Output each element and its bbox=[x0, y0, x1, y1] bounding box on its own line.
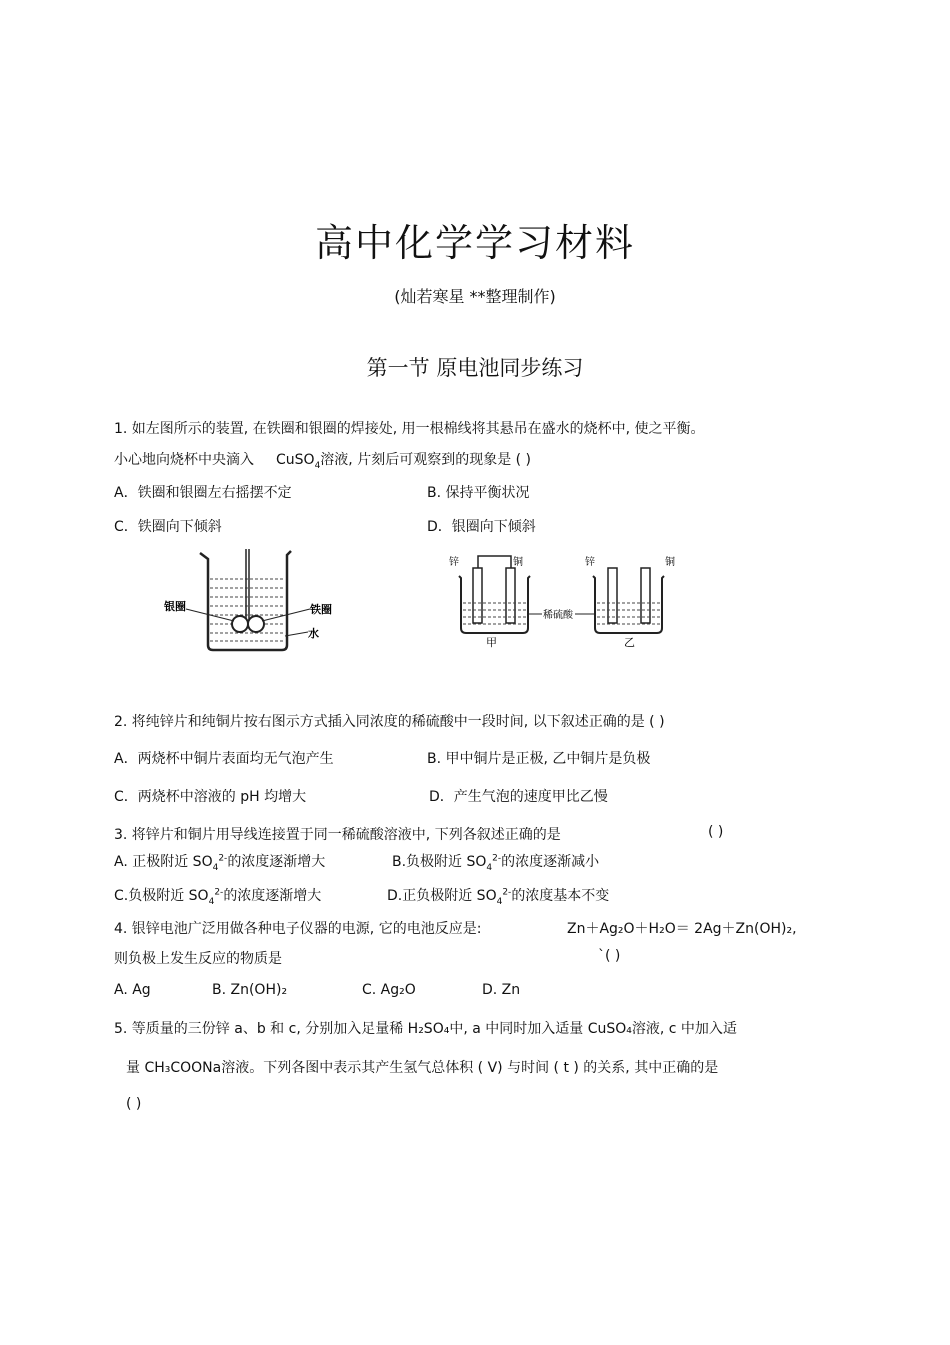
q3-stem: 3. 将锌片和铜片用导线连接置于同一稀硫酸溶液中, 下列各叙述正确的是 bbox=[114, 827, 561, 843]
jia-zinc-label: 锌 bbox=[449, 557, 459, 568]
q3-option-a: A. 正极附近 $SO_4^{2-}$的浓度逐渐增大 bbox=[114, 853, 326, 873]
q4-option-c: C. Ag₂O bbox=[362, 982, 416, 998]
yi-zinc-label: 锌 bbox=[585, 557, 595, 568]
q2-stem: 2. 将纯锌片和纯铜片按右图示方式插入同浓度的稀硫酸中一段时间, 以下叙述正确的是 ( ) bbox=[114, 714, 665, 730]
yi-label: 乙 bbox=[624, 636, 635, 648]
q3-answer-paren: ( ) bbox=[708, 824, 724, 840]
q4-option-d: D. Zn bbox=[482, 982, 521, 998]
q1-option-b: B. 保持平衡状况 bbox=[427, 485, 530, 501]
q4-stem-line2: 则负极上发生反应的物质是 bbox=[114, 951, 282, 967]
q4-reaction: Zn＋Ag₂O＋H₂O＝ 2Ag＋Zn(OH)₂, bbox=[567, 921, 797, 937]
cells-figure bbox=[445, 548, 690, 648]
q5-stem-line2: 量 CH₃COONa溶液。下列各图中表示其产生氢气总体积 ( V) 与时间 ( t ) 的关系, 其中正确的是 bbox=[126, 1060, 719, 1076]
yi-copper-label: 铜 bbox=[665, 557, 675, 568]
q1-option-c: C．铁圈向下倾斜 bbox=[114, 519, 222, 535]
q3-option-d: D.正负极附近 $SO_4^{2-}$的浓度基本不变 bbox=[387, 887, 610, 907]
q4-stem: 4. 银锌电池广泛用做各种电子仪器的电源, 它的电池反应是: bbox=[114, 921, 482, 937]
q4-option-a: A. Ag bbox=[114, 982, 151, 998]
q5-stem-line1: 5. 等质量的三份锌 a、b 和 c, 分别加入足量稀 H₂SO₄中, a 中同时加入适量 CuSO₄溶液, c 中加入适 bbox=[114, 1021, 737, 1037]
q1-stem-line2: 小心地向烧杯中央滴入 CuSO$_4$溶液, 片刻后可观察到的现象是 ( ) bbox=[114, 452, 532, 471]
q4-answer-paren: `( ) bbox=[598, 948, 621, 964]
jia-copper-label: 铜 bbox=[513, 557, 523, 568]
q3-option-c: C.负极附近 $SO_4^{2-}$的浓度逐渐增大 bbox=[114, 887, 322, 907]
q5-answer-paren: ( ) bbox=[126, 1096, 142, 1112]
section-heading: 第一节 原电池同步练习 bbox=[366, 356, 584, 380]
q3-option-b: B.负极附近 $SO_4^{2-}$的浓度逐渐减小 bbox=[392, 853, 600, 873]
jia-label: 甲 bbox=[486, 636, 497, 648]
q2-option-c: C．两烧杯中溶液的 pH 均增大 bbox=[114, 789, 307, 805]
water-label: 水 bbox=[308, 627, 319, 640]
q1-option-d: D．银圈向下倾斜 bbox=[427, 519, 536, 535]
acid-label: 稀硫酸 bbox=[543, 610, 573, 621]
iron-ring-label: 铁圈 bbox=[310, 603, 332, 616]
beaker-rings-figure bbox=[160, 545, 350, 660]
q4-option-b: B. Zn(OH)₂ bbox=[212, 982, 288, 998]
q2-option-d: D．产生气泡的速度甲比乙慢 bbox=[429, 789, 608, 805]
page-subtitle: (灿若寒星 **整理制作) bbox=[394, 287, 556, 306]
q1-stem-line1: 1. 如左图所示的装置, 在铁圈和银圈的焊接处, 用一根棉线将其悬吊在盛水的烧杯中, 使之平衡。 bbox=[114, 421, 705, 437]
page-title: 高中化学学习材料 bbox=[314, 221, 635, 265]
silver-ring-label: 银圈 bbox=[164, 600, 186, 613]
q1-option-a: A．铁圈和银圈左右摇摆不定 bbox=[114, 485, 292, 501]
q2-option-b: B. 甲中铜片是正极, 乙中铜片是负极 bbox=[427, 751, 651, 767]
q2-option-a: A．两烧杯中铜片表面均无气泡产生 bbox=[114, 751, 334, 767]
